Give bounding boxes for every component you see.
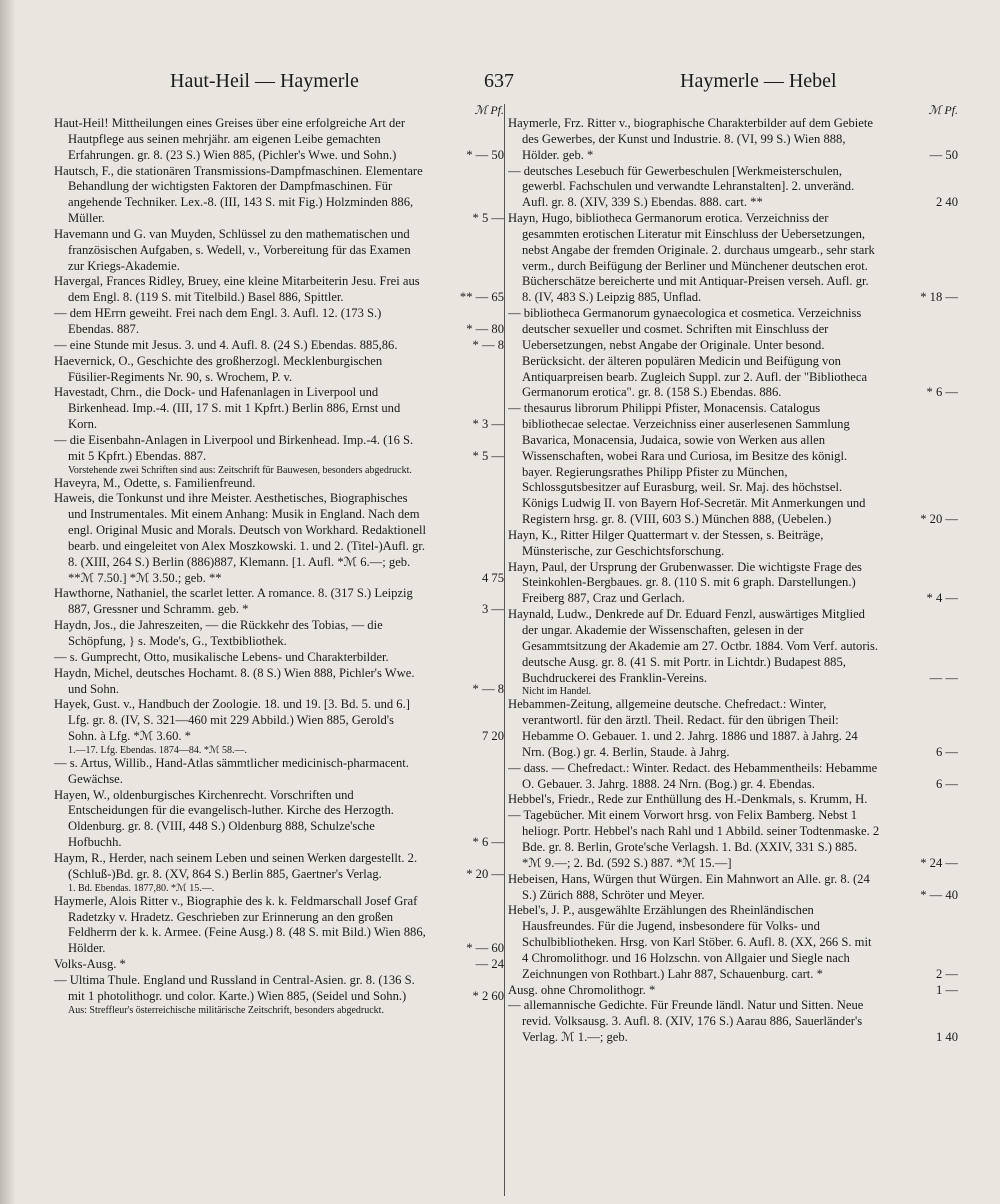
left-column <box>54 104 504 1196</box>
catalog-entry <box>54 164 504 227</box>
catalog-entry <box>54 697 504 745</box>
entry-text: Hebeisen, Hans, Würgen thut Würgen. Ein Mahnwort an Alle. gr. 8. (24 S.) Zürich 888, Schröter und Meyer. <box>508 871 870 902</box>
catalog-entry <box>508 164 958 212</box>
entry-text: Hayn, K., Ritter Hilger Quattermart v. der Stessen, s. Beiträge, Münsterische, zur Geschichtsforschung. <box>508 527 824 558</box>
entry-text: — Ultima Thule. England und Russland in Central-Asien. gr. 8. (136 S. mit 1 photolithogr. und color. Karte.) Wien 885, (Seidel und Sohn.) <box>54 972 415 1003</box>
entry-text: — allemannische Gedichte. Für Freunde ländl. Natur und Sitten. Neue revid. Volksausg. 3. Aufl. 8. (XIV, 176 S.) Aarau 886, Sauerländer's Verlag. ℳ 1.—; geb. <box>508 998 864 1045</box>
catalog-entry <box>54 666 504 698</box>
entry-text: Haym, R., Herder, nach seinem Leben und seinen Werken dargestellt. 2. (Schluß-)Bd. gr. 8. (XV, 864 S.) Berlin 885, Gaertner's Verlag. <box>54 850 418 881</box>
entry-text: — eine Stunde mit Jesus. 3. und 4. Aufl. 8. (24 S.) Ebendas. 885,86. <box>54 337 398 352</box>
entry-text: Haydn, Michel, deutsches Hochamt. 8. (8 S.) Wien 888, Pichler's Wwe. und Sohn. <box>54 665 415 696</box>
entry-price: * 2 60 <box>472 988 504 1003</box>
entry-text: Hebbel's, Friedr., Rede zur Enthüllung des H.-Denkmals, s. Krumm, H. <box>508 792 868 807</box>
entry-text: Haynald, Ludw., Denkrede auf Dr. Eduard Fenzl, auswärtiges Mitglied der ungar. Akademie der Wissenschaften, gelesen in der Gesammtsitzung der Akademie am 27. Octbr. 1884. Vom Verf. autoris. deutsche Ausg. gr. 8. (41 S. mit Portr. in Lichtdr.) Budapest 885, Buchdruckerei des Franklin-Vereins. <box>508 607 879 685</box>
entry-text: Volks-Ausg. * <box>54 957 126 972</box>
catalog-entry <box>54 274 504 306</box>
entry-text: — deutsches Lesebuch für Gewerbeschulen [Werkmeisterschulen, gewerbl. Fachschulen und verwandte Lehranstalten]. 2. unveränd. Aufl. gr. 8. (XIV, 339 S.) Ebendas. 888. cart. ** <box>508 163 855 210</box>
entry-price: — 24 <box>475 957 504 972</box>
catalog-entry <box>508 998 958 1046</box>
entry-text: Haymerle, Alois Ritter v., Biographie des k. k. Feldmarschall Josef Graf Radetzky v. Hradetz. Geschrieben zur Erinnerung an den großen Feldherrn der k. k. Armee. (Feine Ausg.) 8. (48 S. mit Bild.) Wien 886, Hölder. <box>54 893 426 956</box>
entry-price: — — <box>929 670 958 685</box>
entry-text: — thesaurus librorum Philippi Pfister, Monacensis. Catalogus bibliothecae selectae. Verzeichniss einer auserlesenen Sammlung Bavarica, Monacensia, Judaica, sowie von Werken aus allen Wissenschaften, wobei Rara und Curiosa, im Besitze des königl. bayer. Regierungsrathes Philipp Pfister zu München, Schlossgutsbesitzer auf Eurasburg, weil. Sr. Maj. des höchstsel. Königs Ludwig II. von Bayern Hof-Secretär. Mit Anmerkungen und Registern hrsg. gr. 8. (VIII, 603 S.) München 888, (Uebelen.) <box>508 401 866 527</box>
entry-price: 7 20 <box>481 729 504 744</box>
entry-text: Haevernick, O., Geschichte des großherzogl. Mecklenburgischen Füsilier-Regiments Nr. 90, s. Wrochem, P. v. <box>54 353 383 384</box>
entry-price: * 20 — <box>920 512 958 527</box>
entry-price: 6 — <box>935 744 958 759</box>
catalog-entry <box>54 354 504 386</box>
entry-text: Hebel's, J. P., ausgewählte Erzählungen des Rheinländischen Hausfreundes. Für die Jugend, insbesondere für Volks- und Schulbibliotheken. Hrsg. von Karl Stöber. 6. Aufl. 8. (XX, 266 S. mit 4 Chromolithogr. und 16 Holzschn. von Allgaier und Siegle nach Zeichnungen von Rothbart.) Lahr 887, Schauenburg. cart. * <box>508 903 872 981</box>
entry-text: — dem HErrn geweiht. Frei nach dem Engl. 3. Aufl. 12. (173 S.) Ebendas. 887. <box>54 306 382 336</box>
entry-price: * 6 — <box>472 835 504 850</box>
entry-price: * 5 — <box>472 448 504 463</box>
currency-header-left: ℳ Pf. <box>474 104 504 117</box>
catalog-entry <box>508 560 958 608</box>
catalog-entry <box>54 586 504 618</box>
page-binding-shadow <box>0 0 16 1204</box>
entry-text: Ausg. ohne Chromolithogr. * <box>508 982 656 997</box>
catalog-entry <box>508 211 958 306</box>
entry-text: Hautsch, F., die stationären Transmissions-Dampfmaschinen. Elementare Behandlung der wichtigsten Faktoren der Dampfmaschinen. Für angehende Techniker. Lex.-8. (III, 143 S. mit Fig.) Holzminden 886, Müller. <box>54 163 423 226</box>
catalog-entry <box>508 983 958 999</box>
entry-price: * — 50 <box>466 147 504 162</box>
catalog-entry <box>508 792 958 808</box>
entry-text: — dass. — Chefredact.: Winter. Redact. des Hebammentheils: Hebamme O. Gebauer. 3. Jahrg. 1888. 24 Nrn. (Bog.) gr. 4. Ebendas. <box>508 760 878 791</box>
entry-price: * 4 — <box>926 591 958 606</box>
catalog-entry <box>54 788 504 851</box>
entry-price: 4 75 <box>481 570 504 585</box>
entry-text: — die Eisenbahn-Anlagen in Liverpool und Birkenhead. Imp.-4. (16 S. mit 5 Kpfrt.) Ebendas. 887. <box>54 432 414 463</box>
catalog-entry <box>54 433 504 465</box>
catalog-entry <box>54 338 504 354</box>
entry-text: — Tagebücher. Mit einem Vorwort hrsg. von Felix Bamberg. Nebst 1 heliogr. Portr. Hebbel's nach Rahl und 1 Abbild. seiner Todtenmaske. 2 Bde. gr. 8. Berlin, Grote'sche Verlagsh. 1. Bd. (XXIV, 331 S.) 885. *ℳ 9.—; 2. Bd. (592 S.) 887. *ℳ 15.—] <box>508 808 880 870</box>
entry-price: * — 80 <box>466 321 504 336</box>
page-number: 637 <box>484 70 514 92</box>
entry-text: Hayek, Gust. v., Handbuch der Zoologie. 18. und 19. [3. Bd. 5. und 6.] Lfg. gr. 8. (IV, S. 321—460 mit 229 Abbild.) Wien 885, Gerold's Sohn. à Lfg. *ℳ 3.60. * <box>54 697 410 744</box>
running-head-left: Haut-Heil — Haymerle <box>170 70 359 92</box>
catalog-entry <box>54 476 504 492</box>
entry-price: * 20 — <box>466 866 504 881</box>
entry-price: * 3 — <box>472 417 504 432</box>
entry-price: 1 — <box>935 982 958 997</box>
catalog-entry <box>54 894 504 957</box>
entry-text: Haweis, die Tonkunst und ihre Meister. Aesthetisches, Biographisches und Instrumentales. Mit einem Anhang: Musik in England. Nach dem engl. Original Music and Morals. Deutsch von Workhard. Redaktionell bearb. und eingeleitet von Alex Moszkowski. 1. und 2. (Titel-)Aufl. gr. 8. (XIII, 264 S.) Berlin (886)887, Klemann. [1. Aufl. *ℳ 6.—; geb. **ℳ 7.50.] *ℳ 3.50.; geb. ** <box>54 491 426 585</box>
entry-text: Hawthorne, Nathaniel, the scarlet letter. A romance. 8. (317 S.) Leipzig 887, Gressner und Schramm. geb. * <box>54 586 413 617</box>
entry-text: Hayen, W., oldenburgisches Kirchenrecht. Vorschriften und Entscheidungen für die evangelisch-luther. Kirche des Herzogth. Oldenburg. gr. 8. (VIII, 448 S.) Oldenburg 888, Schulze'sche Hofbuchh. <box>54 787 394 850</box>
catalog-entry <box>54 973 504 1005</box>
entry-price: * 5 — <box>472 211 504 226</box>
catalog-entry <box>54 385 504 433</box>
running-head-right: Haymerle — Hebel <box>680 70 837 92</box>
entry-text: Havestadt, Chrn., die Dock- und Hafenanlagen in Liverpool und Birkenhead. Imp.-4. (III, 17 S. mit 1 Kpfrt.) Berlin 886, Ernst und Korn. <box>54 385 401 432</box>
entry-text: Haydn, Jos., die Jahreszeiten, — die Rückkehr des Tobias, — die Schöpfung, } s. Mode's, G., Textbibliothek. <box>54 618 383 648</box>
entry-price: * 18 — <box>920 290 958 305</box>
entry-text: Hayn, Paul, der Ursprung der Grubenwasser. Die wichtigste Frage des Steinkohlen-Bergbaues. gr. 8. (110 S. mit 6 graph. Darstellungen.) Freiberg 887, Craz und Gerlach. <box>508 559 862 606</box>
entry-price: * 6 — <box>926 385 958 400</box>
catalog-entry <box>508 872 958 904</box>
entry-text: Haymerle, Frz. Ritter v., biographische Charakterbilder auf dem Gebiete des Gewerbes, der Kunst und Industrie. 8. (VI, 99 S.) Wien 888, Hölder. geb. * <box>508 116 873 162</box>
catalog-entry <box>508 697 958 760</box>
catalog-entry <box>508 607 958 686</box>
catalog-entry <box>508 903 958 982</box>
entry-note: Nicht im Handel. <box>522 686 592 698</box>
entry-text: Hebammen-Zeitung, allgemeine deutsche. Chefredact.: Winter, verantwortl. für den ärztl. Theil. Redact. für den übrigen Theil: Hebamme O. Gebauer. 1. und 2. Jahrg. 1886 und 1887. à Jahrg. 24 Nrn. (Bog.) gr. 4. Berlin, Staude. à Jahrg. <box>508 697 858 759</box>
entry-price: * — 8 <box>472 681 504 696</box>
entry-price: * — 60 <box>466 941 504 956</box>
entry-price: * 24 — <box>920 855 958 870</box>
entry-text: Hayn, Hugo, bibliotheca Germanorum erotica. Verzeichniss der gesammten erotischen Literatur mit Einschluss der Uebersetzungen, nebst Angabe der fremden Originale. 2. durchaus umgearb., sehr stark verm., durch Beifügung der Berliner und Münchener deutschen erot. Bücherschätze bereicherte und mit Antiquar-Preisen verseh. Aufl. gr. 8. (IV, 483 S.) Leipzig 885, Unflad. <box>508 211 875 305</box>
catalog-entry <box>508 761 958 793</box>
entry-note: 1.—17. Lfg. Ebendas. 1874—84. *ℳ 58.—. <box>68 744 248 756</box>
catalog-entry <box>54 116 504 164</box>
column-divider <box>504 104 505 1196</box>
catalog-entry <box>508 306 958 401</box>
entry-text: Havemann und G. van Muyden, Schlüssel zu den mathematischen und französischen Aufgaben, s. Wedell, v., Vorbereitung für das Examen zur Kriegs-Akademie. <box>54 226 411 273</box>
entry-text: Haveyra, M., Odette, s. Familienfreund. <box>54 475 256 490</box>
entry-note: Aus: Streffleur's österreichische militärische Zeitschrift, besonders abgedruckt. <box>68 1004 384 1016</box>
catalog-entry <box>54 306 504 338</box>
entry-price: — 50 <box>929 147 958 162</box>
catalog-entry <box>54 491 504 586</box>
entry-text: — s. Artus, Willib., Hand-Atlas sämmtlicher medicinisch-pharmacent. Gewächse. <box>54 755 409 786</box>
right-column <box>508 104 958 1196</box>
entry-price: 1 40 <box>935 1030 958 1045</box>
currency-header-right: ℳ Pf. <box>928 104 958 117</box>
entry-price: ** — 65 <box>459 290 504 305</box>
catalog-entry <box>54 756 504 788</box>
entry-price: 6 — <box>935 776 958 791</box>
entry-note: Vorstehende zwei Schriften sind aus: Zeitschrift für Bauwesen, besonders abgedruckt. <box>68 464 412 476</box>
entry-text: Havergal, Frances Ridley, Bruey, eine kleine Mitarbeiterin Jesu. Frei aus dem Engl. 8. (119 S. mit Titelbild.) Basel 886, Spittler. <box>54 274 420 305</box>
catalog-entry <box>54 957 504 973</box>
entry-price: * — 8 <box>472 337 504 352</box>
entry-text: — bibliotheca Germanorum gynaecologica et cosmetica. Verzeichniss deutscher sexueller und cosmet. Schriften mit Einschluss der Uebersetzungen, nebst Angabe der Originale. Unter besond. Berücksicht. der älteren populären Medicin und Beifügung von Antiquarpreisen bearb. Zugleich Suppl. zur 2. Aufl. der "Bibliotheca Germanorum erotica". gr. 8. (158 S.) Ebendas. 886. <box>508 306 868 400</box>
catalog-entry <box>508 808 958 871</box>
catalog-entry <box>508 401 958 528</box>
catalog-entry <box>54 227 504 275</box>
entry-price: 2 40 <box>935 195 958 210</box>
entry-price: 2 — <box>935 966 958 981</box>
page-header <box>20 70 992 102</box>
entry-note: 1. Bd. Ebendas. 1877,80. *ℳ 15.—. <box>68 882 215 894</box>
catalog-entry <box>54 851 504 883</box>
entry-text: — s. Gumprecht, Otto, musikalische Lebens- und Charakterbilder. <box>54 649 389 664</box>
entry-text: Haut-Heil! Mittheilungen eines Greises über eine erfolgreiche Art der Hautpflege aus seinen mehrjähr. am eigenen Leibe gemachten Erfahrungen. gr. 8. (23 S.) Wien 885, (Pichler's Wwe. und Sohn.) <box>54 116 406 162</box>
catalog-entry <box>54 650 504 666</box>
catalog-entry <box>508 116 958 164</box>
entry-price: 3 — <box>481 602 504 617</box>
catalog-entry <box>508 528 958 560</box>
entry-price: * — 40 <box>920 887 958 902</box>
catalog-entry <box>54 618 504 650</box>
